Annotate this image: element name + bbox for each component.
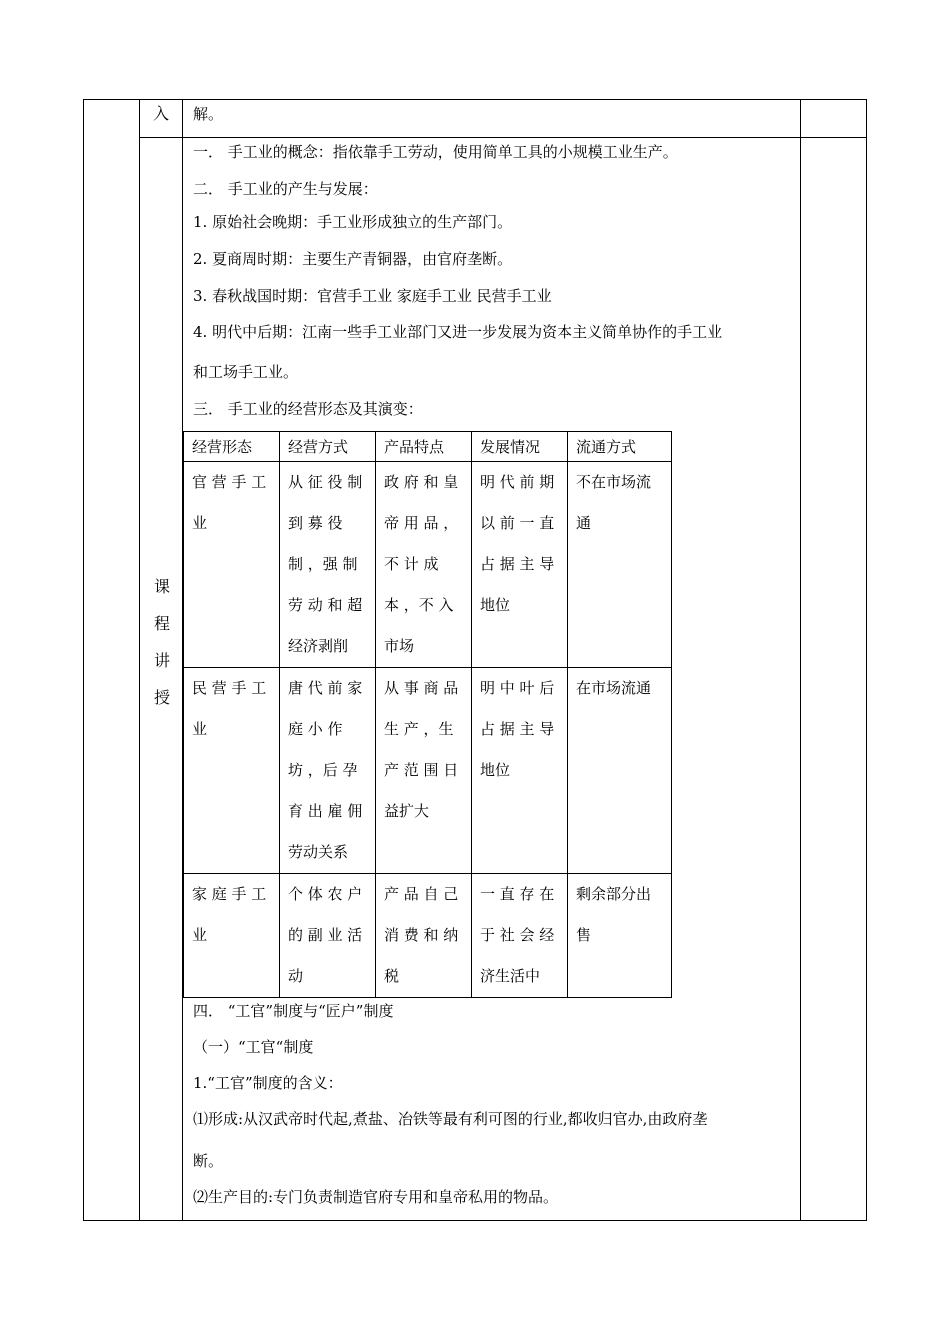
table-cell: 唐 代 前 家 庭 小 作 坊 ，后 孕 育 出 雇 佣 劳动关系: [280, 668, 376, 874]
table-top-border: [83, 99, 867, 100]
paragraph-item-4: 4. 明代中后期：江南一些手工业部门又进一步发展为资本主义简单协作的手工业: [193, 323, 723, 341]
table-header-cell: 经营方式: [280, 432, 376, 462]
paragraph-item-3: 3. 春秋战国时期：官营手工业 家庭手工业 民营手工业: [193, 287, 552, 305]
col-divider-2: [139, 99, 140, 1221]
intro-label: 入: [153, 104, 170, 123]
paragraph-subheading: （一）“工官“制度: [193, 1038, 314, 1056]
col-divider-4: [800, 99, 801, 1221]
row-divider: [139, 137, 867, 138]
table-cell: 民 营 手 工 业: [184, 668, 280, 874]
table-cell: 从 事 商 品 生 产 ，生 产 范 围 日 益扩大: [376, 668, 472, 874]
table-cell: 个 体 农 户 的 副 业 活 动: [280, 874, 376, 998]
section-label-char: 课: [153, 577, 170, 596]
table-cell: 一 直 存 在 于 社 会 经 济生活中: [472, 874, 568, 998]
management-forms-table: [183, 431, 672, 998]
table-cell: 从 征 役 制 到 募 役 制 ，强 制 劳 动 和 超 经济剥削: [280, 462, 376, 668]
table-cell: 不在市场流 通: [568, 462, 672, 668]
table-cell: 产 品 自 己 消 费 和 纳 税: [376, 874, 472, 998]
col-divider-1: [83, 99, 84, 1221]
paragraph-formation: ⑴形成:从汉武帝时代起,煮盐、冶铁等最有利可图的行业,都收归官办,由政府垄: [193, 1110, 708, 1128]
section-label-char: 讲: [153, 651, 170, 670]
table-row: [184, 874, 672, 998]
table-header-cell: 流通方式: [568, 432, 672, 462]
table-header-row: [184, 432, 672, 462]
table-cell: 在市场流通: [568, 668, 672, 874]
section-label-char: 授: [153, 688, 170, 707]
paragraph-heading-3: 三． 手工业的经营形态及其演变：: [193, 400, 423, 418]
table-cell: 明 中 叶 后 占 据 主 导 地位: [472, 668, 568, 874]
table-row: [184, 668, 672, 874]
table-row: [184, 462, 672, 668]
table-cell: 剩余部分出 售: [568, 874, 672, 998]
paragraph-purpose: ⑵生产目的:专门负责制造官府专用和皇帝私用的物品。: [193, 1188, 559, 1206]
paragraph-item-4-cont: 和工场手工业。: [193, 363, 299, 381]
paragraph-item-1: 1. 原始社会晚期：手工业形成独立的生产部门。: [193, 213, 513, 231]
table-header-cell: 产品特点: [376, 432, 472, 462]
table-header-cell: 发展情况: [472, 432, 568, 462]
table-header-cell: 经营形态: [184, 432, 280, 462]
table-bottom-border: [83, 1220, 867, 1221]
table-cell: 家 庭 手 工 业: [184, 874, 280, 998]
intro-text: 解。: [193, 105, 224, 123]
paragraph-concept: 一． 手工业的概念：指依靠手工劳动，使用简单工具的小规模工业生产。: [193, 143, 678, 161]
col-divider-5: [866, 99, 867, 1221]
paragraph-item-2: 2. 夏商周时期：主要生产青铜器，由官府垄断。: [193, 250, 513, 268]
paragraph-formation-cont: 断。: [193, 1152, 224, 1170]
paragraph-definition: 1.“工官”制度的含义：: [193, 1074, 343, 1092]
section-label-char: 程: [153, 614, 170, 633]
section-label: [153, 568, 171, 716]
table-cell: 政 府 和 皇 帝 用 品 ， 不 计 成 本 ，不 入 市场: [376, 462, 472, 668]
table-cell: 官 营 手 工 业: [184, 462, 280, 668]
paragraph-heading-2: 二． 手工业的产生与发展：: [193, 180, 378, 198]
table-cell: 明 代 前 期 以 前 一 直 占 据 主 导 地位: [472, 462, 568, 668]
paragraph-heading-4: 四． “工官”制度与“匠户”制度: [193, 1002, 394, 1020]
